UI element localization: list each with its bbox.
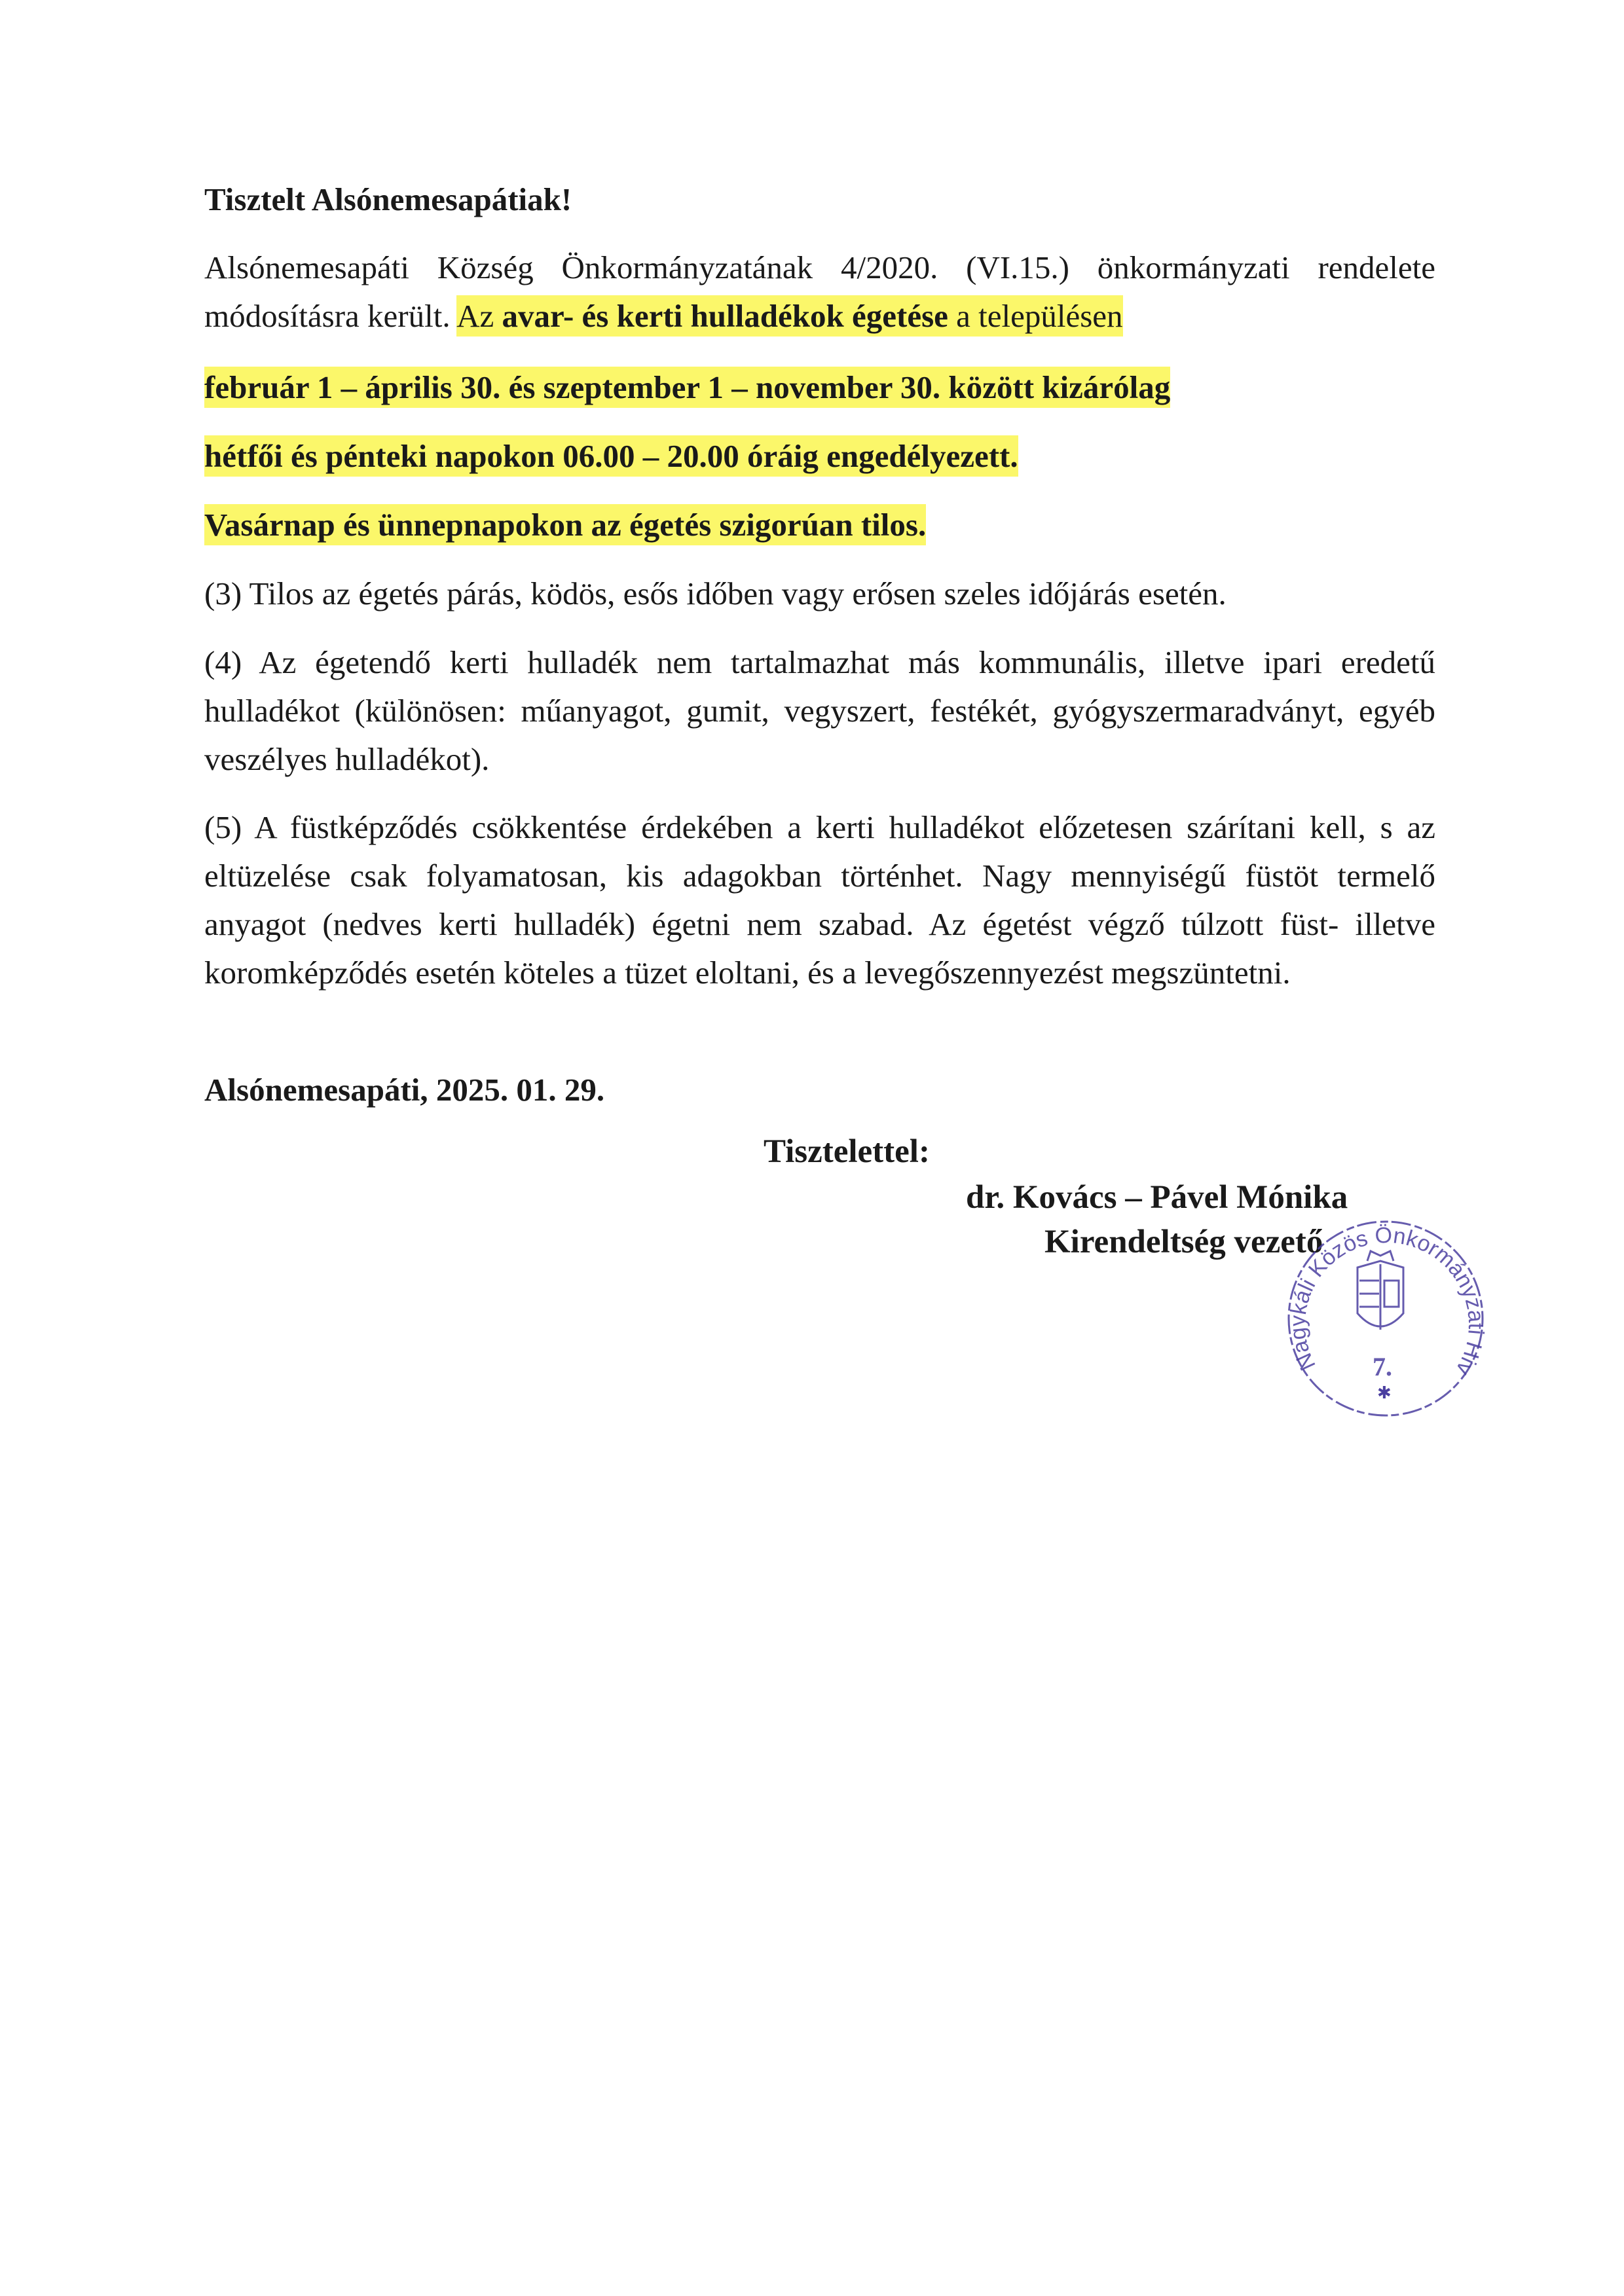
paragraph-4: (4) Az égetendő kerti hulladék nem tartalmazhat más kommunális, illetve ipari eredetű hulladékot (különösen: műanyagot, gumit, vegyszert, festékét, gyógyszermaradványt, egyéb veszélyes hulladékot). (204, 644, 1435, 777)
paragraph-5: (5) A füstképződés csökkentése érdekében a kerti hulladékot előzetesen szárítani kell, s az eltüzelése csak folyamatosan, kis adagokban történhet. Nagy mennyiségű füstöt termelő anyagot (nedves kerti hulladék) égetni nem szabad. Az égetést végző túlzott füst- illetve koromképződés esetén köteles a tüzet eloltani, és a levegőszennyezést megszüntetni. (204, 809, 1435, 991)
intro-plain-text: Alsónemesapáti Község Önkormányzatának 4/2020. (VI.15.) önkormányzati rendelete módosításra került. (204, 249, 1435, 334)
intro-paragraph (204, 244, 1435, 340)
intro-highlight-az: Az (456, 295, 502, 337)
sunday-text: Vasárnap és ünnepnapokon az égetés szigorúan tilos. (204, 504, 926, 545)
intro-highlight-telepulesen: a településen (948, 295, 1123, 337)
stamp-number: 7. (1373, 1352, 1392, 1381)
days-text: hétfői és pénteki napokon 06.00 – 20.00 óráig engedélyezett. (204, 435, 1018, 477)
stamp-cross-icon: ✱ (1377, 1383, 1392, 1402)
highlight-line-sunday (204, 501, 1435, 549)
official-stamp (1276, 1202, 1492, 1425)
stamp-ring-text: Nagykáli Közös Önkormányzati Hiv (1285, 1222, 1489, 1380)
signer-title: Kirendeltség vezető (1044, 1224, 1323, 1260)
signer-name: dr. Kovács – Pável Mónika (966, 1179, 1348, 1216)
intro-highlight-bold: avar- és kerti hulladékok égetése (502, 295, 948, 337)
stamp-graphic (1276, 1202, 1492, 1425)
greeting: Tisztelt Alsónemesapátiak! (204, 181, 572, 217)
highlight-line-dates (204, 363, 1435, 412)
closing: Tisztelettel: (764, 1133, 930, 1170)
place-date: Alsónemesapáti, 2025. 01. 29. (204, 1072, 605, 1108)
dates-text: február 1 – április 30. és szeptember 1 – november 30. között kizárólag (204, 367, 1170, 408)
highlight-line-days (204, 432, 1435, 481)
coat-of-arms-icon (1357, 1251, 1403, 1330)
paragraph-3: (3) Tilos az égetés párás, ködös, esős időben vagy erősen szeles időjárás esetén. (204, 575, 1227, 611)
